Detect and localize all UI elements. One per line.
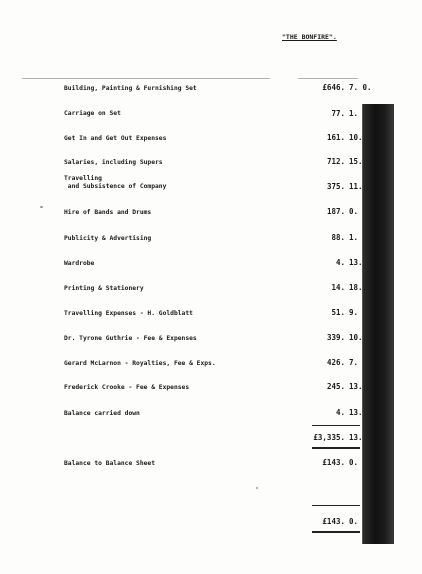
row-label: Wardrobe xyxy=(64,260,95,267)
row-pounds: 4. xyxy=(335,258,345,267)
row-label: Printing & Stationery xyxy=(64,285,144,292)
balance-pounds: £143. xyxy=(322,458,345,467)
row-label: Hire of Bands and Drums xyxy=(64,209,152,216)
scan-shadow-strip xyxy=(362,104,394,544)
final-pounds: £143. xyxy=(322,517,345,526)
row-label: Building, Painting & Furnishing Set xyxy=(64,85,197,92)
row-label: Travelling Expenses - H. Goldblatt xyxy=(64,310,193,317)
row-shillings-pence: 9. xyxy=(349,308,359,317)
balance-shillings-pence: 0. xyxy=(349,458,359,467)
row-pounds: 712. xyxy=(326,157,345,166)
final-rule-bottom xyxy=(312,531,360,533)
row-label: Gerard McLarnon - Royalties, Fee & Exps. xyxy=(64,360,216,367)
row-pounds: 77. xyxy=(331,109,345,118)
header-rule-right xyxy=(298,78,358,79)
row-shillings-pence: 10. xyxy=(349,133,363,142)
row-label: Balance carried down xyxy=(64,410,140,417)
row-label: Publicity & Advertising xyxy=(64,235,152,242)
row-pounds: 4. xyxy=(335,408,345,417)
row-pounds: 88. xyxy=(331,233,345,242)
row-label: Dr. Tyrone Guthrie - Fee & Expenses xyxy=(64,335,197,342)
total-pounds: £3,335. xyxy=(313,433,345,442)
row-label: Travelling and Subsistence of Company xyxy=(64,175,167,190)
row-pounds: 161. xyxy=(326,133,345,142)
final-shillings-pence: 0. xyxy=(349,517,359,526)
row-shillings-pence: 11. xyxy=(349,182,363,191)
row-shillings-pence: 13. xyxy=(349,258,363,267)
row-pounds: 187. xyxy=(326,207,345,216)
row-label: Carriage on Set xyxy=(64,110,121,117)
row-shillings-pence: 1. xyxy=(349,233,359,242)
row-pounds: 339. xyxy=(326,333,345,342)
final-rule-top xyxy=(312,505,360,506)
row-shillings-pence: 7. 0. xyxy=(349,83,372,92)
document-title: "THE BONFIRE". xyxy=(282,33,337,41)
scan-speck xyxy=(256,487,258,489)
row-label: Frederick Crooke - Fee & Expenses xyxy=(64,384,190,391)
row-pounds: 375. xyxy=(326,182,345,191)
row-shillings-pence: 1. xyxy=(349,109,359,118)
row-label: Salaries, including Supers xyxy=(64,159,163,166)
row-shillings-pence: 13. xyxy=(349,382,363,391)
row-shillings-pence: 0. xyxy=(349,207,359,216)
total-rule-top xyxy=(312,425,360,426)
row-pounds: 245. xyxy=(326,382,345,391)
row-pounds: 426. xyxy=(326,358,345,367)
header-rule xyxy=(22,78,270,79)
row-pounds: £646. xyxy=(322,83,345,92)
row-shillings-pence: 13. xyxy=(349,408,363,417)
row-pounds: 51. xyxy=(331,308,345,317)
total-rule-bottom xyxy=(312,447,360,449)
row-shillings-pence: 18. xyxy=(349,283,363,292)
balance-label: Balance to Balance Sheet xyxy=(64,460,155,467)
scan-speck xyxy=(40,206,43,208)
row-pounds: 14. xyxy=(331,283,345,292)
row-shillings-pence: 7. xyxy=(349,358,359,367)
row-label: Get In and Get Out Expenses xyxy=(64,135,167,142)
row-shillings-pence: 15. xyxy=(349,157,363,166)
total-shillings-pence: 13. xyxy=(349,433,363,442)
row-shillings-pence: 10. xyxy=(349,333,363,342)
